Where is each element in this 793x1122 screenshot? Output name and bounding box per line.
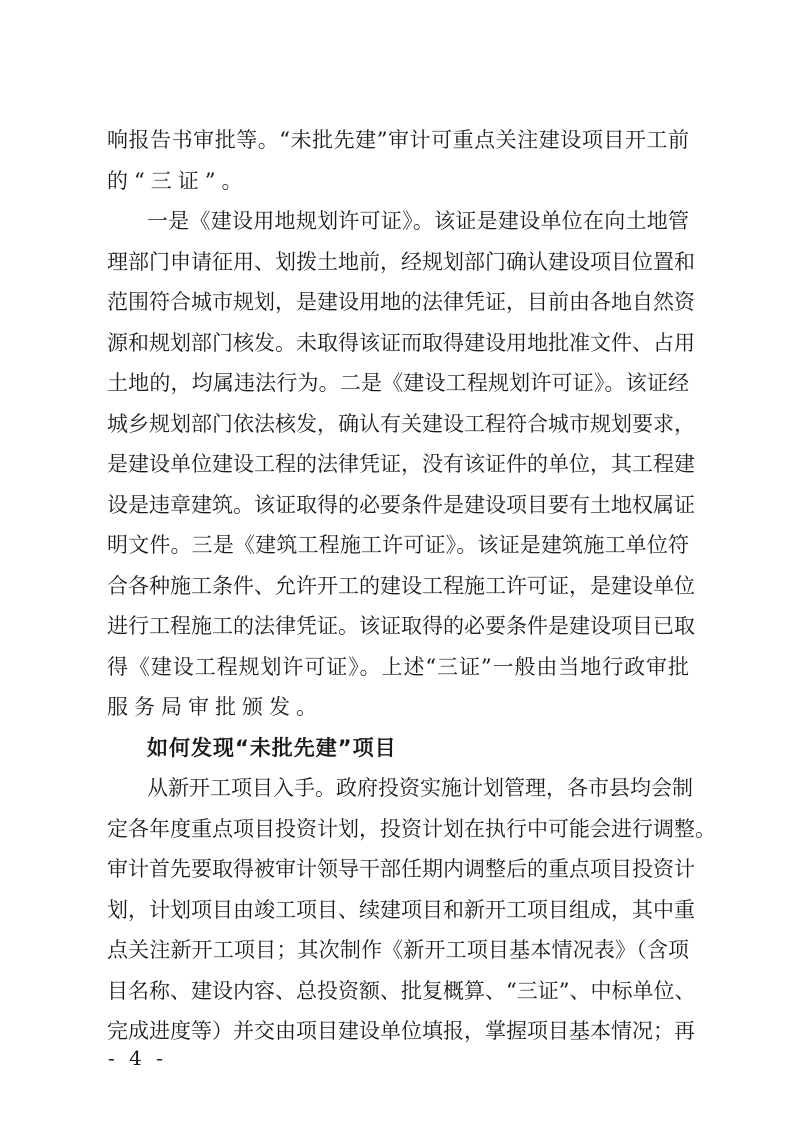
text-line: 定各年度重点项目投资计划，投资计划在执行中可能会进行调整。 (107, 816, 716, 841)
text-line: 范围符合城市规划，是建设用地的法律凭证，目前由各地自然资 (107, 290, 695, 314)
text-line: 目名称、建设内容、总投资额、批复概算、“三证”、中标单位、 (107, 978, 696, 1003)
text-line: 点关注新开工项目；其次制作《新开工项目基本情况表》（含项 (107, 938, 689, 962)
text-line: 源和规划部门核发。未取得该证而取得建设用地批准文件、占用 (107, 330, 695, 355)
text-line: 土地的，均属违法行为。二是《建设工程规划许可证》。该证经 (107, 371, 689, 395)
document-body (107, 120, 716, 1052)
text-line: 的“三证”。 (107, 168, 249, 193)
text-line: 一是《建设用地规划许可证》。该证是建设单位在向土地管 (147, 209, 689, 233)
page-number: - 4 - (108, 1046, 167, 1070)
text-line: 响报告书审批等。“未批先建”审计可重点关注建设项目开工前 (107, 128, 689, 152)
text-line: 是建设单位建设工程的法律凭证，没有该证件的单位，其工程建 (107, 452, 695, 476)
text-line: 服务局审批颁发。 (107, 695, 323, 719)
section-heading: 如何发现“未批先建”项目 (147, 735, 397, 760)
text-line: 从新开工项目入手。政府投资实施计划管理，各市县均会制 (147, 776, 693, 800)
text-line: 合各种施工条件、允许开工的建设工程施工许可证，是建设单位 (107, 573, 695, 598)
text-line: 划，计划项目由竣工项目、续建项目和新开工项目组成，其中重 (107, 897, 695, 922)
text-line: 城乡规划部门依法核发，确认有关建设工程符合城市规划要求， (107, 411, 695, 436)
text-line: 得《建设工程规划许可证》。上述“三证”一般由当地行政审批 (107, 654, 689, 679)
text-line: 审计首先要取得被审计领导干部任期内调整后的重点项目投资计 (107, 857, 695, 881)
text-line: 明文件。三是《建筑工程施工许可证》。该证是建筑施工单位符 (107, 533, 689, 557)
text-line: 理部门申请征用、划拨土地前，经规划部门确认建设项目位置和 (107, 249, 695, 274)
text-line: 进行工程施工的法律凭证。该证取得的必要条件是建设项目已取 (107, 614, 695, 638)
text-line: 设是违章建筑。该证取得的必要条件是建设项目要有土地权属证 (107, 492, 695, 517)
text-line: 完成进度等）并交由项目建设单位填报，掌握项目基本情况；再 (107, 1019, 695, 1043)
